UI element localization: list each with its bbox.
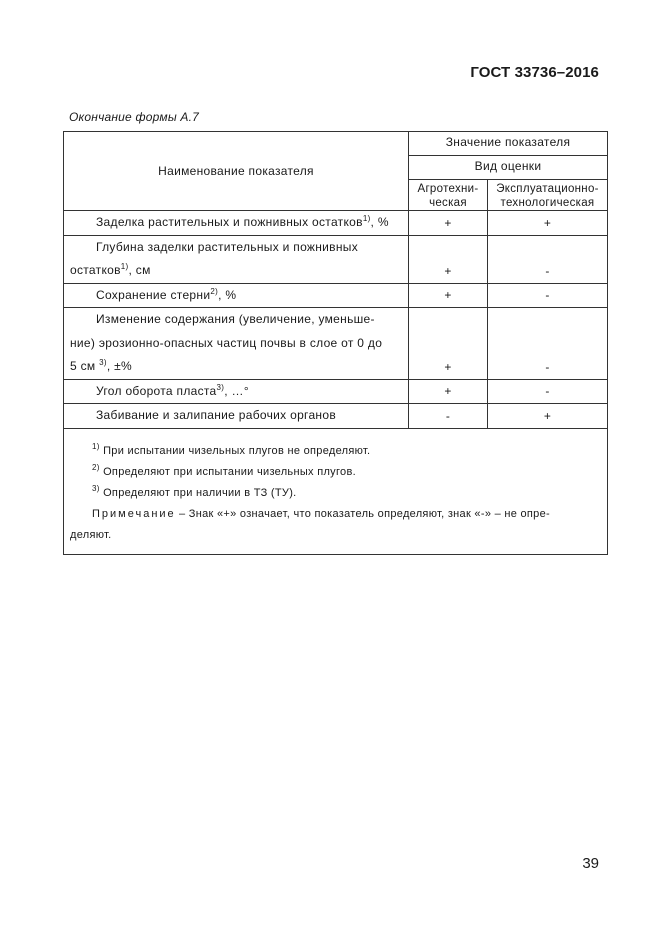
header-indicator-name: Наименование показателя — [64, 132, 409, 211]
footnote-mark: 3) — [92, 483, 100, 493]
agro-value: + — [409, 308, 488, 380]
indicator-unit: , …° — [224, 383, 249, 398]
footnote-ref: 1) — [120, 262, 129, 271]
footnote-ref: 2) — [210, 286, 219, 296]
indicator-text: Заделка растительных и пожнивных остатков — [96, 215, 363, 229]
agro-value: - — [409, 404, 488, 429]
indicator-name — [64, 211, 409, 236]
expl-value: - — [488, 235, 608, 283]
footnote-3 — [70, 483, 595, 504]
indicator-name — [64, 404, 409, 429]
footnote-2 — [70, 462, 595, 483]
footnote-ref: 3) — [216, 382, 225, 392]
indicator-name — [64, 379, 409, 404]
expl-value: - — [488, 283, 608, 308]
indicator-unit: , ±% — [106, 359, 132, 373]
indicators-table — [63, 131, 608, 555]
header-agrotechnical — [409, 180, 488, 211]
gost-code: ГОСТ 33736–2016 — [470, 64, 599, 81]
agro-value: + — [409, 379, 488, 404]
remark — [70, 504, 595, 546]
expl-value: + — [488, 404, 608, 429]
table-row — [64, 283, 608, 308]
indicator-unit: , % — [218, 287, 237, 302]
expl-value: - — [488, 308, 608, 380]
table-row — [64, 211, 608, 236]
indicator-unit: , см — [128, 263, 151, 277]
indicator-text: остатков — [70, 263, 121, 277]
indicator-text: Сохранение стерни — [96, 287, 211, 302]
footnote-1 — [70, 441, 595, 462]
header-expl-line2: технологическая — [500, 197, 595, 209]
indicator-text: Забивание и залипание рабочих органов — [96, 408, 337, 422]
footnote-mark: 1) — [92, 441, 100, 451]
footnote-text: При испытании чизельных плугов не определяют. — [99, 444, 371, 457]
form-caption: Окончание формы А.7 — [69, 110, 200, 124]
footnote-ref: 1) — [362, 214, 371, 223]
agro-value: + — [409, 283, 488, 308]
header-indicator-value: Значение показателя — [409, 132, 608, 156]
indicator-name — [64, 235, 409, 283]
notes-row — [64, 428, 608, 554]
header-agro-line2: ческая — [429, 197, 467, 209]
table-row — [64, 379, 608, 404]
expl-value: - — [488, 379, 608, 404]
header-expl-line1: Эксплуатационно- — [496, 183, 599, 195]
header-row-1 — [64, 132, 608, 156]
indicator-text: Угол оборота пласта — [96, 383, 217, 398]
indicator-text: Глубина заделки растительных и пожнивных — [96, 239, 358, 254]
table-row — [64, 404, 608, 429]
header-agro-line1: Агротехни- — [417, 183, 479, 195]
indicator-unit: , % — [370, 215, 389, 229]
footnote-text: Определяют при наличии в ТЗ (ТУ). — [99, 486, 297, 499]
agro-value: + — [409, 211, 488, 236]
indicator-text: 5 см — [70, 359, 100, 373]
footnote-mark: 2) — [92, 462, 100, 472]
remark-text: – Знак «+» означает, что показатель определяют, знак «-» – не опре- — [175, 507, 550, 520]
table-row — [64, 235, 608, 283]
agro-value: + — [409, 235, 488, 283]
indicator-name — [64, 308, 409, 380]
table-row — [64, 308, 608, 380]
remark-label: Примечание — [92, 507, 176, 520]
indicator-text: Изменение содержания (увеличение, уменьше- — [96, 312, 375, 326]
footnote-ref: 3) — [99, 358, 107, 367]
remark-text: деляют. — [70, 528, 112, 541]
indicator-name — [64, 283, 409, 308]
page-number: 39 — [582, 855, 599, 872]
footnote-text: Определяют при испытании чизельных плугов. — [99, 465, 356, 478]
footnotes — [64, 428, 608, 554]
indicator-text: ние) эрозионно-опасных частиц почвы в слое от 0 до — [70, 335, 383, 350]
header-operational — [488, 180, 608, 211]
expl-value: + — [488, 211, 608, 236]
header-assessment-type: Вид оценки — [409, 156, 608, 180]
